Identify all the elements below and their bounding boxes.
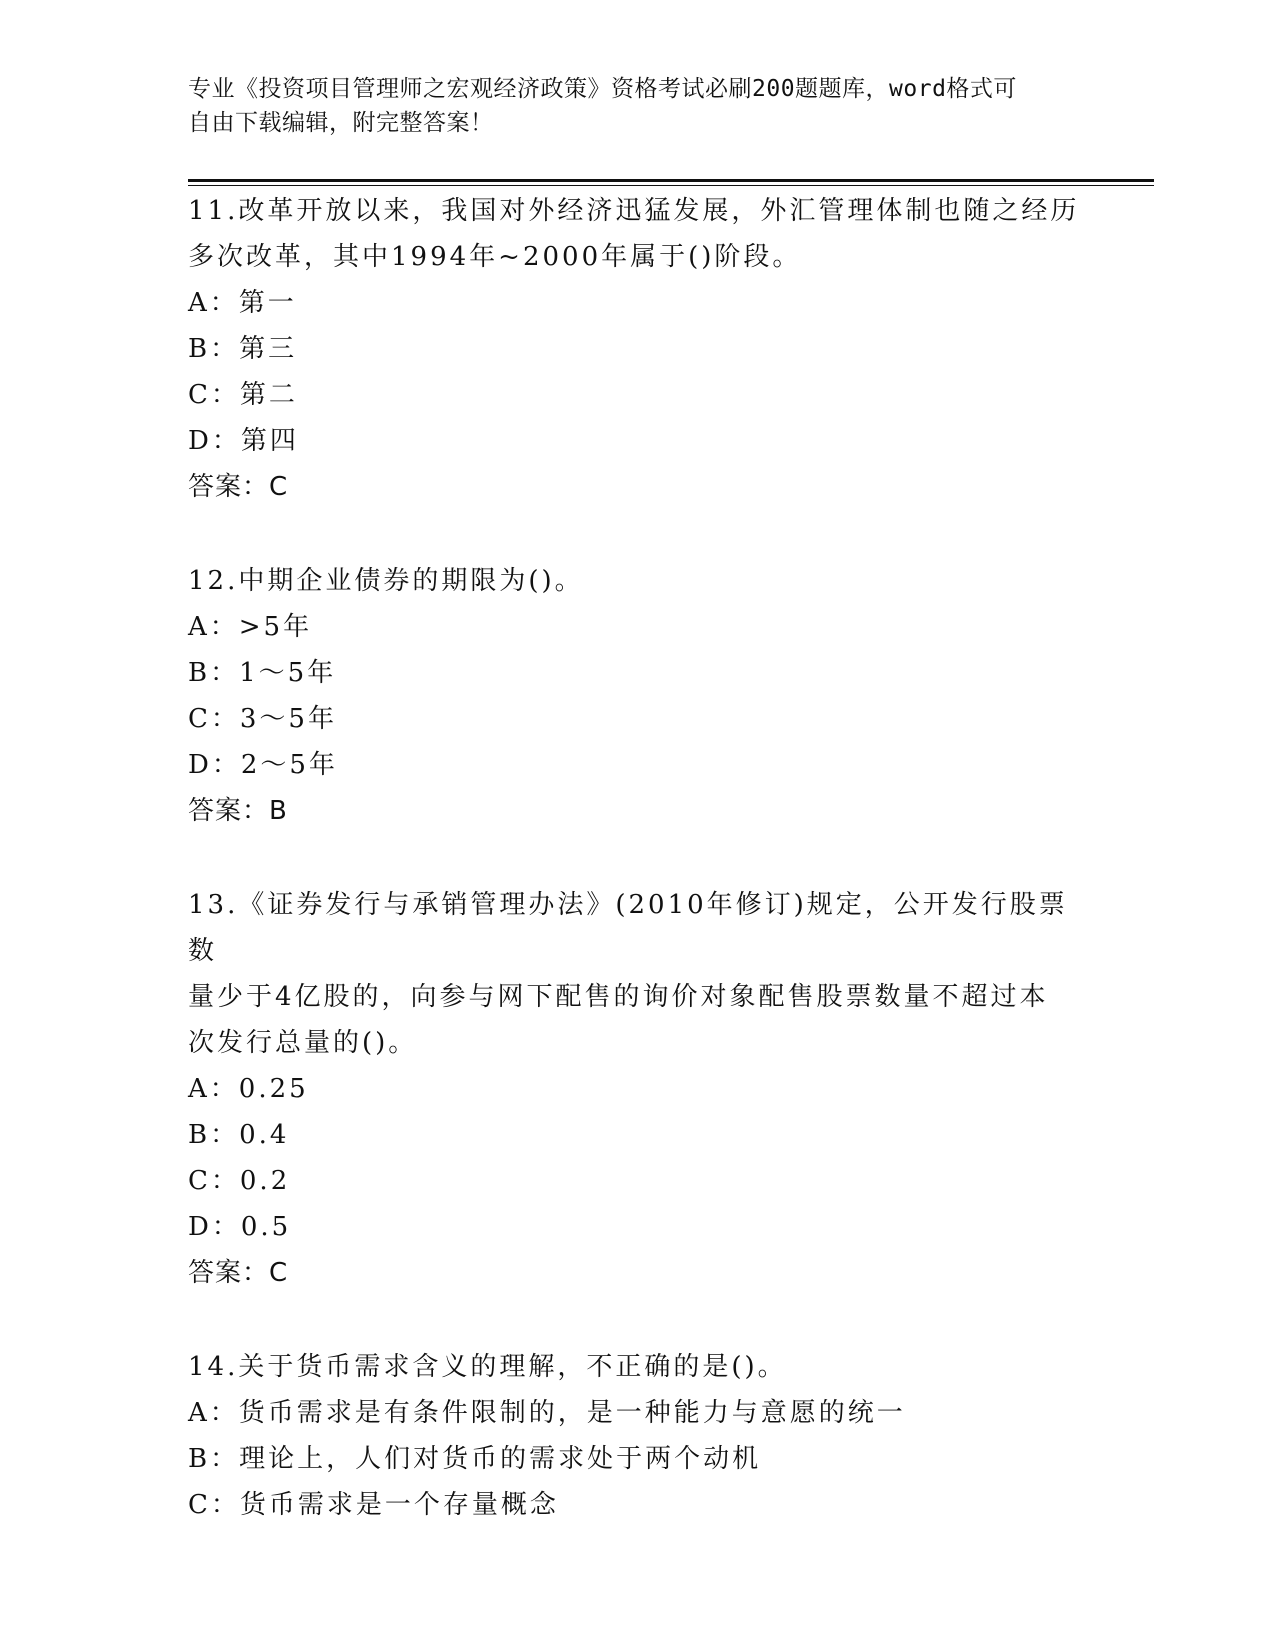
- option-a: A：0.25: [188, 1074, 309, 1104]
- option-c: C：3～5年: [188, 704, 337, 734]
- question-12: [188, 558, 1088, 834]
- option-d: D：2～5年: [188, 750, 338, 780]
- question-stem-line: 13.《证券发行与承销管理办法》(2010年修订)规定，公开发行股票数: [188, 890, 1068, 966]
- option-a: A：>5年: [188, 612, 313, 642]
- question-stem-line: 量少于4亿股的，向参与网下配售的询价对象配售股票数量不超过本: [188, 982, 1049, 1012]
- question-stem-line: 14.关于货币需求含义的理解，不正确的是()。: [188, 1352, 787, 1382]
- option-d: D：第四: [188, 426, 299, 456]
- header-line-2: 自由下载编辑，附完整答案！: [188, 110, 494, 136]
- option-a: A：货币需求是有条件限制的，是一种能力与意愿的统一: [188, 1398, 906, 1428]
- question-list: [188, 188, 1088, 1576]
- header-divider-thick: [188, 179, 1154, 182]
- option-b: B：第三: [188, 334, 298, 364]
- option-b: B：1～5年: [188, 658, 337, 688]
- question-stem-line: 多次改革，其中1994年~2000年属于()阶段。: [188, 242, 802, 272]
- question-11: [188, 188, 1088, 510]
- header-divider-thin: [188, 185, 1154, 186]
- question-13: [188, 882, 1088, 1296]
- question-14: [188, 1344, 1088, 1528]
- option-a: A：第一: [188, 288, 297, 318]
- question-stem-line: 11.改革开放以来，我国对外经济迅猛发展，外汇管理体制也随之经历: [188, 196, 1080, 226]
- question-stem-line: 次发行总量的()。: [188, 1028, 418, 1058]
- option-c: C：0.2: [188, 1166, 291, 1196]
- option-c: C：第二: [188, 380, 298, 410]
- question-stem-line: 12.中期企业债券的期限为()。: [188, 566, 584, 596]
- option-d: D：0.5: [188, 1212, 292, 1242]
- document-header: [188, 72, 1068, 140]
- option-b: B：理论上，人们对货币的需求处于两个动机: [188, 1444, 762, 1474]
- option-c: C：货币需求是一个存量概念: [188, 1490, 559, 1520]
- answer-line: 答案：B: [188, 796, 288, 826]
- answer-line: 答案：C: [188, 472, 289, 502]
- answer-line: 答案：C: [188, 1258, 289, 1288]
- header-line-1: 专业《投资项目管理师之宏观经济政策》资格考试必刷200题题库，word格式可: [188, 76, 1017, 102]
- option-b: B：0.4: [188, 1120, 290, 1150]
